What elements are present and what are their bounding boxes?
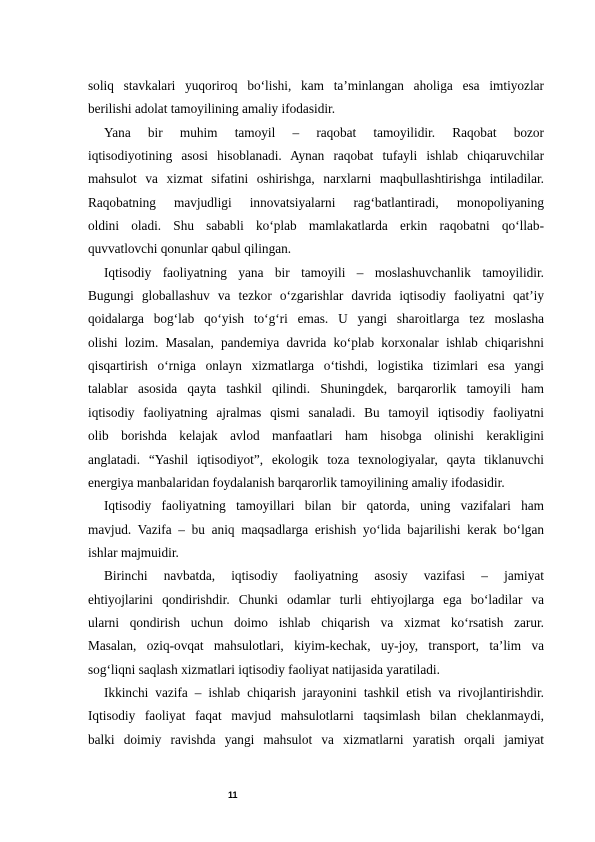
text-line: Masalan, oziq-ovqat mahsulotlari, kiyim-kechak, uy-joy, transport, ta’lim va bbox=[88, 638, 544, 654]
paragraph bbox=[88, 564, 544, 681]
text-line: berilishi adolat tamoyilining amaliy ifodasidir. bbox=[88, 101, 336, 117]
text-line: ishlar majmuidir. bbox=[88, 544, 179, 560]
text-line: Yana bir muhim tamoyil – raqobat tamoyilidir. Raqobat bozor bbox=[104, 124, 544, 140]
text-line: qoidalarga bog‘lab qo‘yish to‘g‘ri emas. U yangi sharoitlarga tez moslasha bbox=[88, 311, 544, 327]
text-line: sog‘liqni saqlash xizmatlari iqtisodiy faoliyat natijasida yaratiladi. bbox=[88, 661, 440, 677]
text-line: mahsulot va xizmat sifatini oshirishga, narxlarni maqbullashtirishga intiladilar. bbox=[88, 171, 544, 187]
text-line: Iqtisodiy faoliyatning tamoyillari bilan bir qatorda, uning vazifalari ham bbox=[104, 498, 544, 514]
body-text bbox=[88, 74, 544, 751]
text-line: Iqtisodiy faoliyatning yana bir tamoyili – moslashuvchanlik tamoyilidir. bbox=[104, 264, 544, 280]
paragraph bbox=[88, 494, 544, 564]
paragraph bbox=[88, 261, 544, 494]
text-line: ehtiyojlarini qondirishdir. Chunki odamlar turli ehtiyojlarga ega bo‘ladilar va bbox=[88, 591, 544, 607]
text-line: talablar asosida qayta tashkil qilindi. Shuningdek, barqarorlik tamoyili ham bbox=[88, 381, 544, 397]
text-line: energiya manbalaridan foydalanish barqarorlik tamoyilining amaliy ifodasidir. bbox=[88, 474, 505, 490]
page-number: 11 bbox=[228, 790, 238, 800]
text-line: iqtisodiy faoliyatning ajralmas qismi sanaladi. Bu tamoyil iqtisodiy faoliyatni bbox=[88, 404, 544, 420]
text-line: mavjud. Vazifa – bu aniq maqsadlarga erishish yo‘lida bajarilishi kerak bo‘lgan bbox=[88, 521, 544, 537]
text-line: olib borishda kelajak avlod manfaatlari ham hisobga olinishi kerakligini bbox=[88, 428, 544, 444]
text-line: Iqtisodiy faoliyat faqat mavjud mahsulotlarni taqsimlash bilan cheklanmaydi, bbox=[88, 708, 544, 724]
paragraph bbox=[88, 681, 544, 751]
text-line: balki doimiy ravishda yangi mahsulot va xizmatlarni yaratish orqali jamiyat bbox=[88, 731, 544, 747]
text-line: Raqobatning mavjudligi innovatsiyalarni rag‘batlantiradi, monopoliyaning bbox=[88, 194, 544, 210]
paragraph bbox=[88, 74, 544, 121]
text-line: Bugungi globallashuv va tezkor o‘zgarishlar davrida iqtisodiy faoliyatni qat’iy bbox=[88, 288, 544, 304]
text-line: oldini oladi. Shu sababli ko‘plab mamlakatlarda erkin raqobatni qo‘llab- bbox=[88, 218, 544, 234]
text-line: qisqartirish o‘rniga onlayn xizmatlarga o‘tishdi, logistika tizimlari esa yangi bbox=[88, 358, 544, 374]
text-line: iqtisodiyotining asosi hisoblanadi. Aynan raqobat tufayli ishlab chiqaruvchilar bbox=[88, 148, 544, 164]
text-line: anglatadi. “Yashil iqtisodiyot”, ekologik toza texnologiyalar, qayta tiklanuvchi bbox=[88, 451, 544, 467]
paragraph bbox=[88, 121, 544, 261]
text-line: olishi lozim. Masalan, pandemiya davrida ko‘plab korxonalar ishlab chiqarishni bbox=[88, 334, 544, 350]
text-line: quvvatlovchi qonunlar qabul qilingan. bbox=[88, 241, 292, 257]
text-line: soliq stavkalari yuqoriroq bo‘lishi, kam ta’minlangan aholiga esa imtiyozlar bbox=[88, 78, 544, 93]
text-line: Ikkinchi vazifa – ishlab chiqarish jarayonini tashkil etish va rivojlantirishdir. bbox=[104, 684, 544, 700]
text-line: ularni qondirish uchun doimo ishlab chiqarish va xizmat ko‘rsatish zarur. bbox=[88, 614, 544, 630]
text-line: Birinchi navbatda, iqtisodiy faoliyatning asosiy vazifasi – jamiyat bbox=[104, 568, 544, 584]
